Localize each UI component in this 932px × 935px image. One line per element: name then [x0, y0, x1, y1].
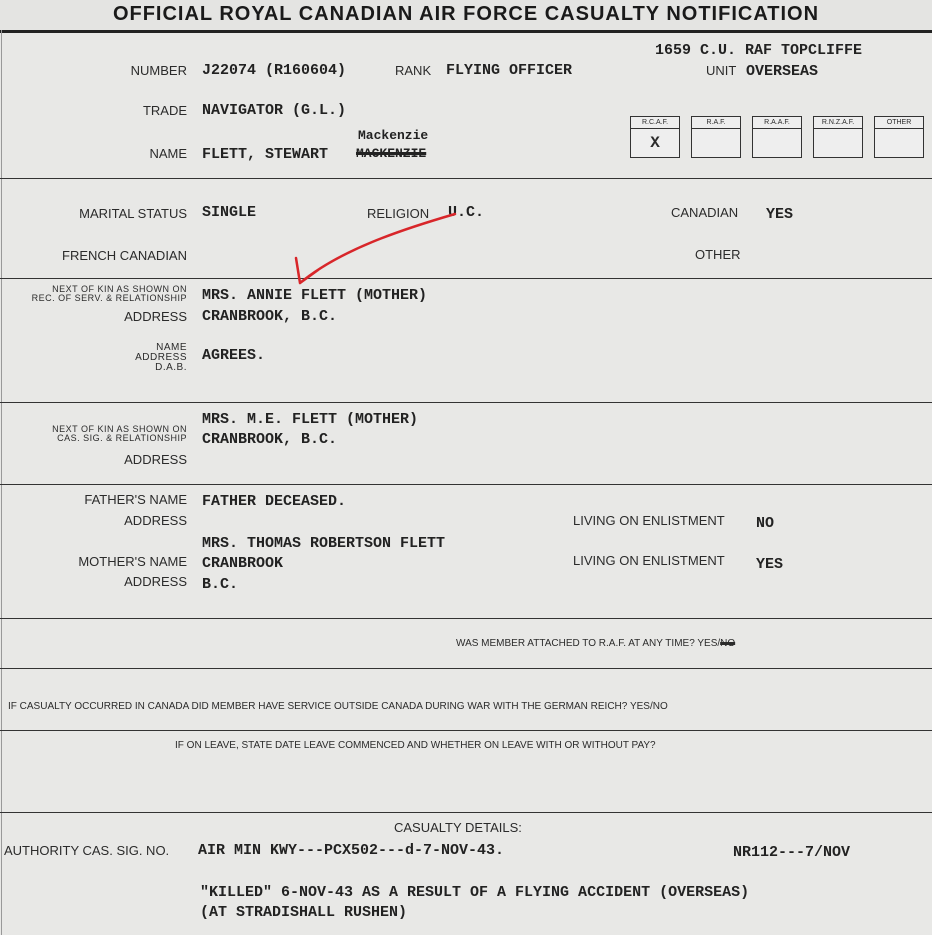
rank-label: RANK: [395, 63, 432, 78]
fathers-name-label: FATHER'S NAME: [84, 492, 187, 507]
name-value: FLETT, STEWART: [202, 146, 329, 163]
mother-address-value-line1: CRANBROOK: [202, 555, 284, 572]
divider: [0, 618, 932, 619]
divider: [0, 484, 932, 485]
mother-living-value: YES: [756, 556, 784, 573]
divider: [0, 730, 932, 731]
mothers-name-label: MOTHER'S NAME: [78, 554, 187, 569]
casualty-details-line1: "KILLED" 6-NOV-43 AS A RESULT OF A FLYING ACCIDENT (OVERSEAS): [200, 884, 750, 901]
divider: [0, 668, 932, 669]
canadian-value: YES: [766, 206, 794, 223]
mother-living-label: LIVING ON ENLISTMENT: [573, 553, 725, 568]
authority-reference: NR112---7/NOV: [733, 844, 851, 861]
dab-label-line1: NAME: [156, 342, 187, 353]
authority-label: AUTHORITY CAS. SIG. NO.: [4, 843, 170, 858]
other-label: OTHER: [695, 247, 741, 262]
canada-service-question: IF CASUALTY OCCURRED IN CANADA DID MEMBER HAVE SERVICE OUTSIDE CANADA DURING WAR WITH THE GERMAN REICH? YES/NO: [8, 701, 668, 712]
mothers-name-value: MRS. THOMAS ROBERTSON FLETT: [202, 535, 446, 552]
father-living-value: NO: [756, 515, 775, 532]
trade-value: NAVIGATOR (G.L.): [202, 102, 347, 119]
dab-value: AGREES.: [202, 347, 266, 364]
trade-label: TRADE: [142, 103, 187, 118]
authority-value: AIR MIN KWY---PCX502---d-7-NOV-43.: [198, 842, 505, 859]
dab-label-line3: D.A.B.: [155, 362, 187, 373]
leave-question: IF ON LEAVE, STATE DATE LEAVE COMMENCED AND WHETHER ON LEAVE WITH OR WITHOUT PAY?: [175, 740, 656, 751]
name-correction: Mackenzie: [358, 128, 429, 143]
unit-value-line1: 1659 C.U. RAF TOPCLIFFE: [655, 42, 863, 59]
nok-rec-label-line2: REC. OF SERV. & RELATIONSHIP: [31, 293, 187, 303]
unit-label: UNIT: [706, 63, 737, 78]
casualty-details-line2: (AT STRADISHALL RUSHEN): [200, 904, 408, 921]
french-canadian-label: FRENCH CANADIAN: [62, 248, 187, 263]
marital-status-value: SINGLE: [202, 204, 257, 221]
casualty-details-heading: CASUALTY DETAILS:: [394, 820, 522, 835]
fathers-name-value: FATHER DECEASED.: [202, 493, 347, 510]
nok-rec-address-value: CRANBROOK, B.C.: [202, 308, 338, 325]
rank-value: FLYING OFFICER: [446, 62, 573, 79]
service-box-rnzaf: R.N.Z.A.F.: [813, 116, 863, 158]
religion-value: U.C.: [448, 204, 485, 221]
divider: [0, 402, 932, 403]
service-box-rcaf: R.C.A.F. X: [630, 116, 680, 158]
raf-attached-question: WAS MEMBER ATTACHED TO R.A.F. AT ANY TIME? YES/NO: [456, 638, 736, 649]
father-address-label: ADDRESS: [124, 513, 187, 528]
service-box-raaf: R.A.A.F.: [752, 116, 802, 158]
nok-rec-value: MRS. ANNIE FLETT (MOTHER): [202, 287, 428, 304]
unit-value-line2: OVERSEAS: [746, 63, 819, 80]
number-label: NUMBER: [130, 63, 187, 78]
father-living-label: LIVING ON ENLISTMENT: [573, 513, 725, 528]
mother-address-value-line2: B.C.: [202, 576, 239, 593]
nok-rec-address-label: ADDRESS: [124, 309, 187, 324]
nok-rec-label-line1: NEXT OF KIN AS SHOWN ON: [52, 284, 187, 294]
mother-address-label: ADDRESS: [124, 574, 187, 589]
nok-cas-address-label: ADDRESS: [124, 452, 187, 467]
form-title: OFFICIAL ROYAL CANADIAN AIR FORCE CASUALTY NOTIFICATION: [0, 0, 932, 33]
number-value: J22074 (R160604): [202, 62, 347, 79]
nok-cas-address-value: CRANBROOK, B.C.: [202, 431, 338, 448]
divider: [0, 812, 932, 813]
nok-cas-label-line1: NEXT OF KIN AS SHOWN ON: [52, 424, 187, 434]
name-label: NAME: [149, 146, 187, 161]
nok-cas-label-line2: CAS. SIG. & RELATIONSHIP: [57, 433, 187, 443]
religion-label: RELIGION: [367, 206, 430, 221]
name-struck-value: MACKENZIE: [356, 146, 427, 161]
marital-status-label: MARITAL STATUS: [79, 206, 187, 221]
service-box-other: OTHER: [874, 116, 924, 158]
nok-cas-value: MRS. M.E. FLETT (MOTHER): [202, 411, 419, 428]
service-box-raf: R.A.F.: [691, 116, 741, 158]
canadian-label: CANADIAN: [671, 205, 739, 220]
dab-label-line2: ADDRESS: [135, 352, 187, 363]
